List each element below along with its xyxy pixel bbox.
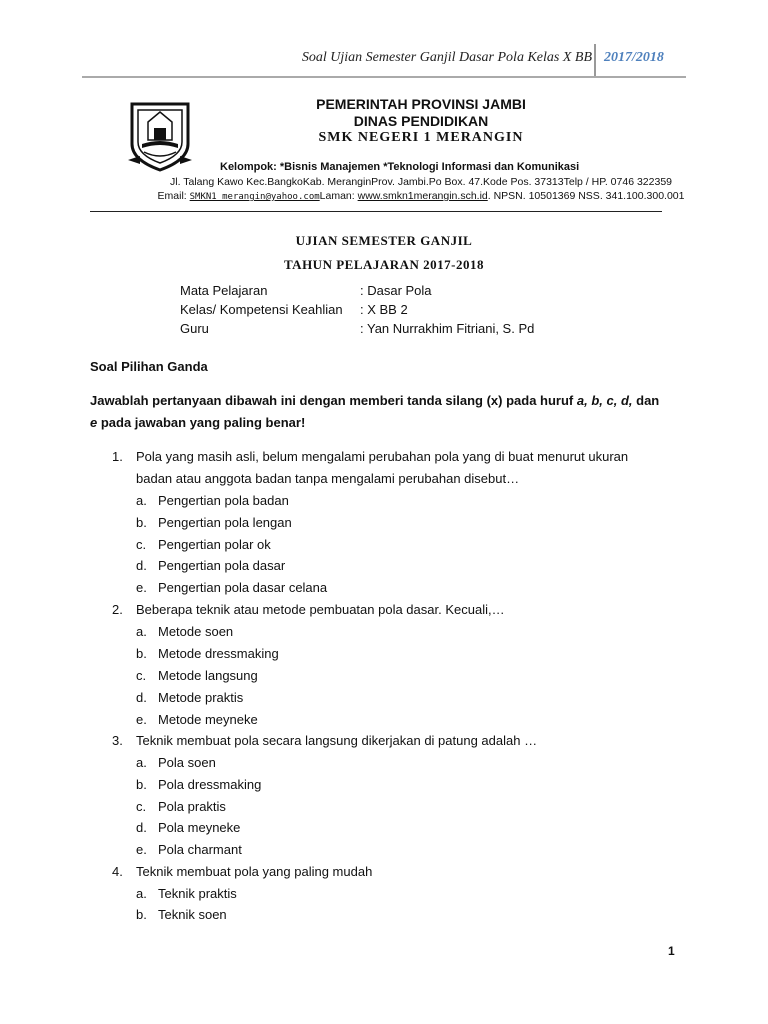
question-number: 3. [112,733,123,748]
exam-title: UJIAN SEMESTER GANJIL [295,233,473,248]
option-letter: b. [136,907,147,922]
option-text: Pengertian pola dasar celana [158,580,328,595]
option-letter: b. [136,777,147,792]
email-label: Email: [157,190,190,202]
instruction-text: pada jawaban yang paling benar! [97,415,306,430]
info-label: Mata Pelajaran [180,283,268,298]
option-letter: c. [136,799,147,814]
option-text: Metode dressmaking [158,646,279,661]
option-letter: e. [136,842,147,857]
letterhead-contact [90,190,752,202]
option-letter: a. [136,886,147,901]
running-header-title: Soal Ujian Semester Ganjil Dasar Pola Kelas X BB [301,50,592,65]
letterhead-school: SMK NEGERI 1 MERANGIN [318,130,524,145]
question-number: 1. [112,449,123,464]
option-text: Pengertian pola lengan [158,515,292,530]
website-link[interactable]: www.smkn1merangin.sch.id [357,190,488,202]
option-text: Metode soen [158,624,234,639]
info-value: : Yan Nurrakhim Fitriani, S. Pd [360,321,535,336]
option-text: Pola meyneke [158,820,241,835]
option-text: Metode langsung [158,668,258,683]
npsn-nss: . NPSN. 10501369 NSS. 341.100.300.001 [487,190,685,202]
header-rule [82,76,686,78]
info-value: : X BB 2 [360,302,408,317]
section-title: Soal Pilihan Ganda [90,359,208,374]
instruction-text: Jawablah pertanyaan dibawah ini dengan memberi tanda silang (x) pada huruf [90,393,577,408]
info-value: : Dasar Pola [360,283,432,298]
instruction-text: dan [632,393,660,408]
instruction-letters: a, b, c, d, [576,393,633,408]
question-text: Teknik membuat pola yang paling mudah [136,864,373,879]
running-header [0,44,768,78]
question-number: 2. [112,602,123,617]
option-text: Pola dressmaking [158,777,262,792]
option-text: Metode praktis [158,690,244,705]
letterhead-agency: DINAS PENDIDIKAN [353,113,489,129]
option-letter: e. [136,712,147,727]
info-label: Guru [180,321,209,336]
question-text: badan atau anggota badan tanpa mengalami perubahan disebut… [136,471,520,486]
letterhead-kelompok: Kelompok: *Bisnis Manajemen *Teknologi Informasi dan Komunikasi [220,161,580,173]
running-header-year: 2017/2018 [604,50,664,65]
instruction-line-1 [90,393,659,408]
question-number: 4. [112,864,123,879]
option-text: Pola soen [158,755,216,770]
option-text: Metode meyneke [158,712,258,727]
question-text: Beberapa teknik atau metode pembuatan pola dasar. Kecuali,… [136,602,505,617]
info-label: Kelas/ Kompetensi Keahlian [180,302,343,317]
option-letter: c. [136,537,147,552]
option-letter: d. [136,820,147,835]
option-letter: a. [136,755,147,770]
option-text: Pengertian pola dasar [158,558,286,573]
option-letter: e. [136,580,147,595]
option-letter: c. [136,668,147,683]
exam-year: TAHUN PELAJARAN 2017-2018 [283,257,485,272]
option-text: Teknik soen [158,907,227,922]
question-text: Pola yang masih asli, belum mengalami perubahan pola yang di buat menurut ukuran [136,449,629,464]
instruction-letters: e [90,415,98,430]
letterhead-province: PEMERINTAH PROVINSI JAMBI [316,96,526,112]
question-text: Teknik membuat pola secara langsung dikerjakan di patung adalah … [136,733,538,748]
option-text: Pola charmant [158,842,242,857]
email-link[interactable]: SMKN1_merangin@yahoo.com [189,192,320,202]
option-text: Teknik praktis [158,886,237,901]
option-letter: b. [136,515,147,530]
option-text: Pengertian pola badan [158,493,289,508]
letterhead-rule [90,211,662,212]
option-letter: b. [136,646,147,661]
option-text: Pengertian polar ok [158,537,271,552]
laman-label: Laman: [319,190,358,202]
instruction-line-2 [90,415,305,430]
letterhead-address: Jl. Talang Kawo Kec.BangkoKab. MeranginProv. Jambi.Po Box. 47.Kode Pos. 37313Telp / HP. 0746 322359 [170,176,672,188]
option-letter: a. [136,624,147,639]
option-letter: d. [136,558,147,573]
option-letter: a. [136,493,147,508]
header-divider [594,44,596,76]
page-number: 1 [668,944,675,958]
option-letter: d. [136,690,147,705]
option-text: Pola praktis [158,799,226,814]
